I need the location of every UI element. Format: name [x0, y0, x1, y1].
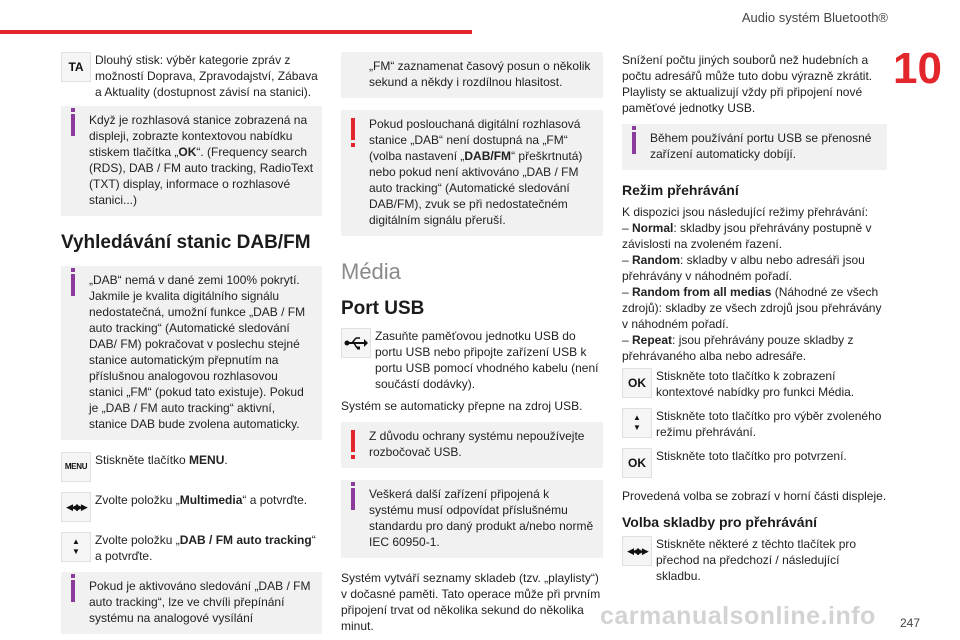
warning-icon [351, 118, 355, 140]
ta-button-icon: TA [61, 52, 91, 82]
info-note-continued: „FM“ zaznamenat časový posun o několik sekund a někdy i rozdílnou hlasitost. [341, 52, 603, 98]
info-icon [71, 274, 75, 296]
info-note-2: „DAB“ nemá v dané zemi 100% pokrytí. Jakmile je kvalita digitálního signálu nedostatečná, umožní funkce „DAB / FM auto tracking“ (Automatické sledování DAB/ FM) pokračovat v poslechu stejné stanice automatickým přepnutím na příslušnou analogovou rozhlasovou stanici „FM“ (pokud tato existuje). Pokud je „DAB / FM auto tracking“ aktivní, stanice DAB bude zvolena automaticky. [61, 266, 322, 440]
info-icon [632, 132, 636, 154]
arrows-instruction: ▲ ▼ Stiskněte toto tlačítko pro výběr zvoleného režimu přehrávání. [622, 408, 887, 442]
info-note-4: Veškerá další zařízení připojená k systému musí odpovídat příslušnému standardu pro daný produkt a/nebo normě IEC 60950-1. [341, 480, 603, 558]
seek-arrows-icon: ◀◀▶▶ [622, 536, 652, 566]
reduce-text: Snížení počtu jiných souborů než hudebních a počtu adresářů může tuto dobu výrazně zkrátit. Playlisty se aktualizují vždy při připojení nové paměťové jednotky USB. [622, 53, 873, 115]
usb-icon [341, 328, 371, 358]
info-note-3: Pokud je aktivováno sledování „DAB / FM auto tracking“, lze ve chvíli přepínání systému na analogové vysílání [61, 572, 322, 634]
ok-button-icon: OK [622, 448, 652, 478]
mode-intro: K dispozici jsou následující režimy přehrávání: [622, 205, 869, 219]
seek-arrows-icon: ◀◀▶▶ [61, 492, 91, 522]
track-select-instruction: ◀◀▶▶ Stiskněte některé z těchto tlačítek pro přechod na předchozí / následující skladbu. [622, 536, 887, 584]
mode-random-all: – Random from all medias (Náhodné ze všech zdrojů): skladby ze všech zdrojů jsou přehrávány v náhodném pořadí. [622, 285, 882, 331]
menu-button-icon: MENU [61, 452, 91, 482]
ok-confirm-instruction: OK Stiskněte toto tlačítko pro potvrzení. [622, 448, 887, 482]
warning-note-2: Z důvodu ochrany systému nepoužívejte rozbočovač USB. [341, 422, 603, 468]
info-icon [351, 488, 355, 510]
up-down-arrows-icon: ▲ ▼ [61, 532, 91, 562]
step-dab-tracking: ▲ ▼ Zvolte položku „DAB / FM auto tracking“ a potvrďte. [61, 532, 322, 566]
warning-icon [351, 430, 355, 452]
usb-instruction: Zasuňte paměťovou jednotku USB do portu USB nebo připojte zařízení USB k portu USB pomocí vhodného kabelu (není součástí dodávky). [341, 328, 603, 392]
info-icon [71, 114, 75, 136]
info-icon [71, 580, 75, 602]
section-heading-track-select: Volba skladby pro přehrávání [622, 514, 818, 530]
up-down-arrows-icon: ▲ ▼ [622, 408, 652, 438]
result-text: Provedená volba se zobrazí v horní části displeje. [622, 489, 887, 503]
step-menu: MENU Stiskněte tlačítko MENU. [61, 452, 322, 486]
running-header: Audio systém Bluetooth® [741, 10, 888, 25]
watermark: carmanualsonline.info [600, 602, 876, 630]
column-3 [622, 52, 887, 590]
mode-repeat: – Repeat: jsou přehrávány pouze skladby z přehrávaného alba nebo adresáře. [622, 333, 854, 363]
ok-button-icon: OK [622, 368, 652, 398]
section-heading-media: Média [341, 259, 401, 284]
column-2 [341, 52, 603, 640]
header-accent-bar [0, 30, 472, 34]
mode-random: – Random: skladby v albu nebo adresáři jsou přehrávány v náhodném pořadí. [622, 253, 865, 283]
step-multimedia: ◀◀▶▶ Zvolte položku „Multimedia“ a potvrďte. [61, 492, 322, 526]
chapter-number: 10 [893, 44, 942, 93]
usb-auto-text: Systém se automaticky přepne na zdroj USB. [341, 399, 583, 413]
page-number: 247 [899, 616, 920, 630]
section-heading-playback-mode: Režim přehrávání [622, 182, 739, 198]
playlist-text: Systém vytváří seznamy skladeb (tzv. „playlisty“) v dočasné paměti. Tato operace může při prvním připojení trvat od několika sekund do několika minut. [341, 571, 601, 633]
section-heading-usb: Port USB [341, 298, 425, 319]
warning-note-1: Pokud poslouchaná digitální rozhlasová stanice „DAB“ není dostupná na „FM“ (volba nastavení „DAB/FM“ přeškrtnutá) nebo pokud není aktivováno „DAB / FM auto tracking“ (Automatické sledování DAB/FM), zvuk se při nedostatečném digitálním signálu přeruší. [341, 110, 603, 236]
info-note-1: Když je rozhlasová stanice zobrazená na displeji, zobrazte kontextovou nabídku stiskem tlačítka „OK“. (Frequency search (RDS), DAB / FM auto tracking, RadioText (TXT) display, informace o rozhlasové stanici...) [61, 106, 322, 216]
column-1 [61, 52, 322, 640]
info-note-5: Během používání portu USB se přenosné zařízení automaticky dobíjí. [622, 124, 887, 170]
ta-instruction [61, 52, 322, 100]
section-heading-dab-fm: Vyhledávání stanic DAB/FM [61, 232, 311, 253]
ta-text: Dlouhý stisk: výběr kategorie zpráv z možností Doprava, Zpravodajství, Zábava a Aktuality (dostupnost závisí na stanici). [95, 53, 318, 99]
ok-instruction: OK Stiskněte toto tlačítko k zobrazení kontextové nabídky pro funkci Média. [622, 368, 887, 402]
mode-normal: – Normal: skladby jsou přehrávány postupně v závislosti na zvoleném řazení. [622, 221, 872, 251]
